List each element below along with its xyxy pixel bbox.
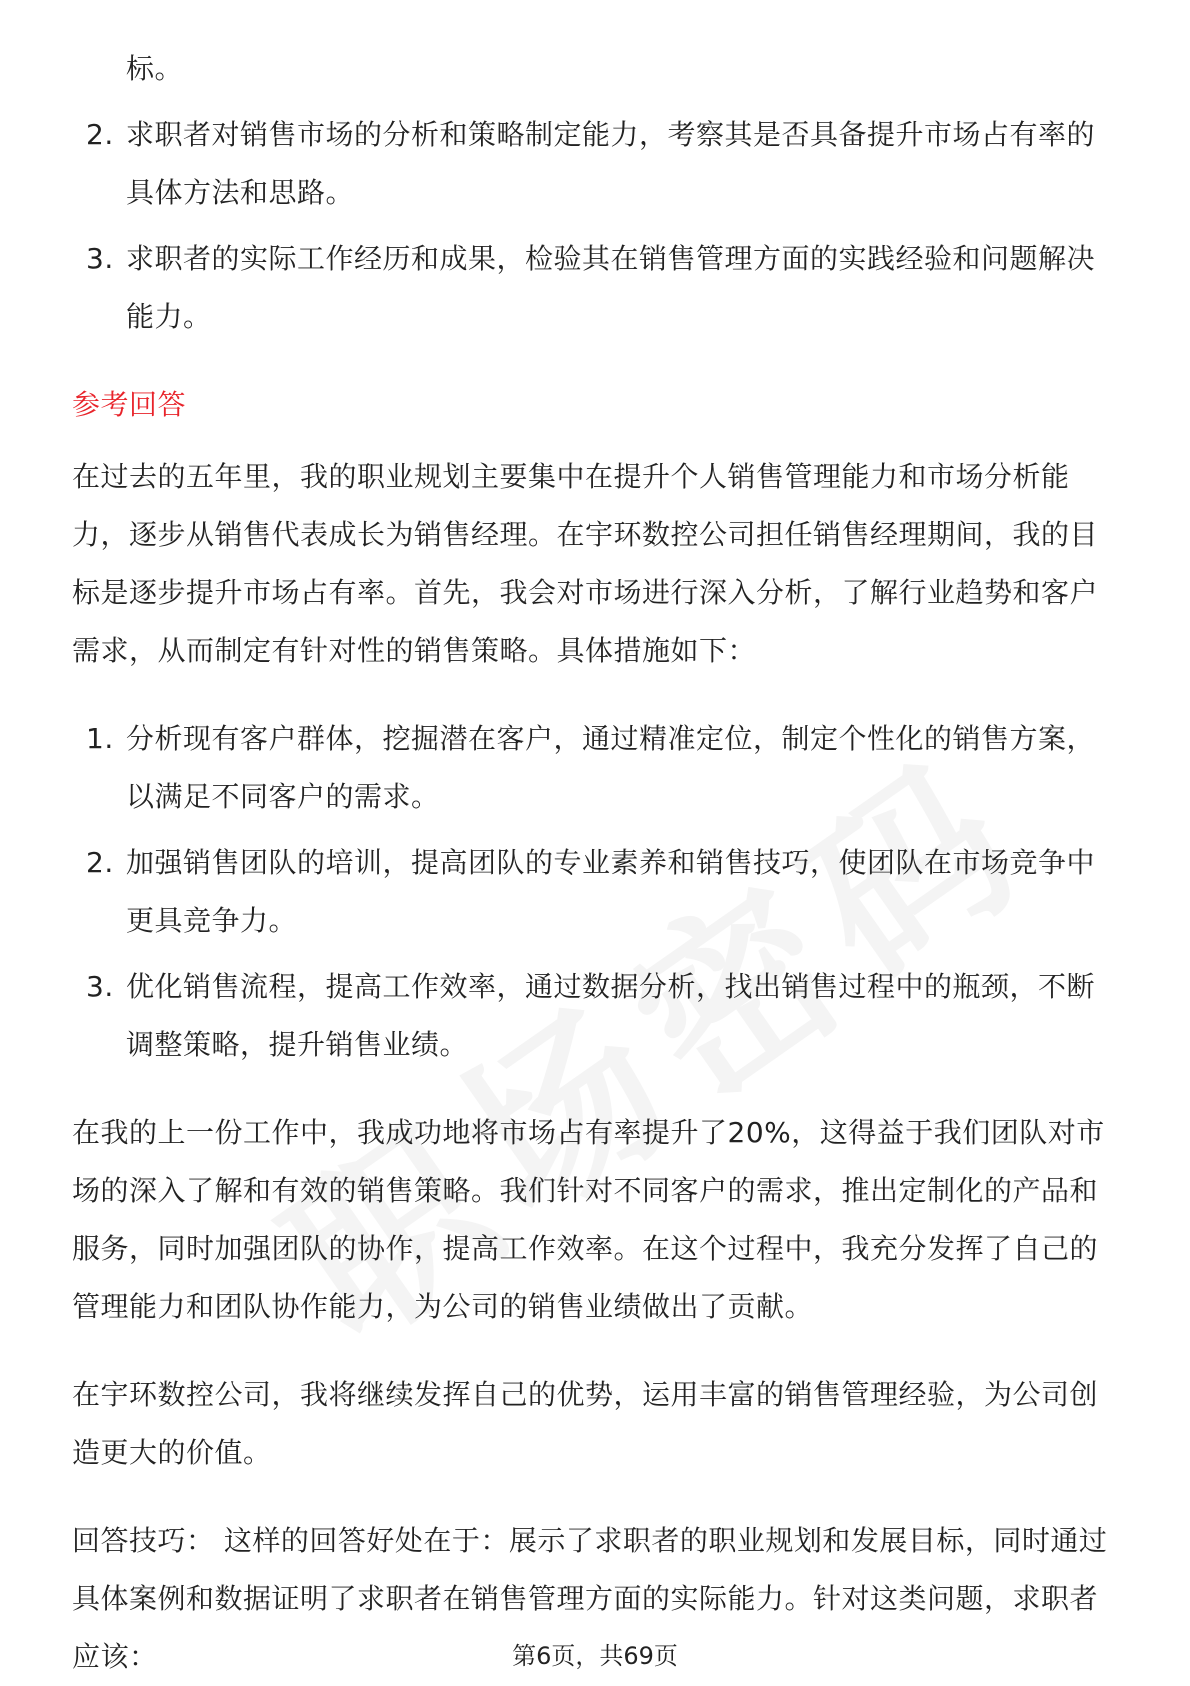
- list-item-text: 优化销售流程，提高工作效率，通过数据分析，找出销售过程中的瓶颈，不断调整策略，提升销售业绩。: [126, 970, 1096, 1061]
- assessment-points-list: [72, 40, 1122, 346]
- list-item: [72, 710, 1122, 826]
- list-item: [72, 834, 1122, 950]
- list-item-text: 分析现有客户群体，挖掘潜在客户，通过精准定位，制定个性化的销售方案，以满足不同客户的需求。: [126, 722, 1096, 813]
- list-item-text: 求职者的实际工作经历和成果，检验其在销售管理方面的实践经验和问题解决能力。: [126, 242, 1096, 333]
- list-item: [72, 40, 1122, 98]
- page-number: 第6页，共69页: [512, 1642, 678, 1670]
- list-item: [72, 958, 1122, 1074]
- answer-paragraph-1: 在过去的五年里，我的职业规划主要集中在提升个人销售管理能力和市场分析能力，逐步从销售代表成长为销售经理。在宇环数控公司担任销售经理期间，我的目标是逐步提升市场占有率。首先，我会对市场进行深入分析，了解行业趋势和客户需求，从而制定有针对性的销售策略。具体措施如下：: [72, 460, 1099, 667]
- page-content: [72, 40, 1122, 1686]
- list-item: [72, 230, 1122, 346]
- section-title: 参考回答: [72, 388, 187, 421]
- answer-tips-paragraph: 回答技巧： 这样的回答好处在于：展示了求职者的职业规划和发展目标，同时通过具体案例和数据证明了求职者在销售管理方面的实际能力。针对这类问题，求职者应该：: [72, 1524, 1108, 1673]
- list-item-number: 3.: [86, 242, 114, 275]
- measures-list: [72, 710, 1122, 1074]
- list-item-text: 标。: [126, 52, 184, 85]
- list-item: [72, 106, 1122, 222]
- list-item-number: 2.: [86, 846, 114, 879]
- list-item-number: 2.: [86, 118, 114, 151]
- answer-paragraph-3: 在宇环数控公司，我将继续发挥自己的优势，运用丰富的销售管理经验，为公司创造更大的价值。: [72, 1378, 1099, 1469]
- list-item-text: 求职者对销售市场的分析和策略制定能力，考察其是否具备提升市场占有率的具体方法和思路。: [126, 118, 1096, 209]
- list-item-number: 3.: [86, 970, 114, 1003]
- list-item-number: 1.: [86, 722, 114, 755]
- list-item-text: 加强销售团队的培训，提高团队的专业素养和销售技巧，使团队在市场竞争中更具竞争力。: [126, 846, 1096, 937]
- answer-paragraph-2: 在我的上一份工作中，我成功地将市场占有率提升了20%，这得益于我们团队对市场的深入了解和有效的销售策略。我们针对不同客户的需求，推出定制化的产品和服务，同时加强团队的协作，提高工作效率。在这个过程中，我充分发挥了自己的管理能力和团队协作能力，为公司的销售业绩做出了贡献。: [72, 1116, 1105, 1323]
